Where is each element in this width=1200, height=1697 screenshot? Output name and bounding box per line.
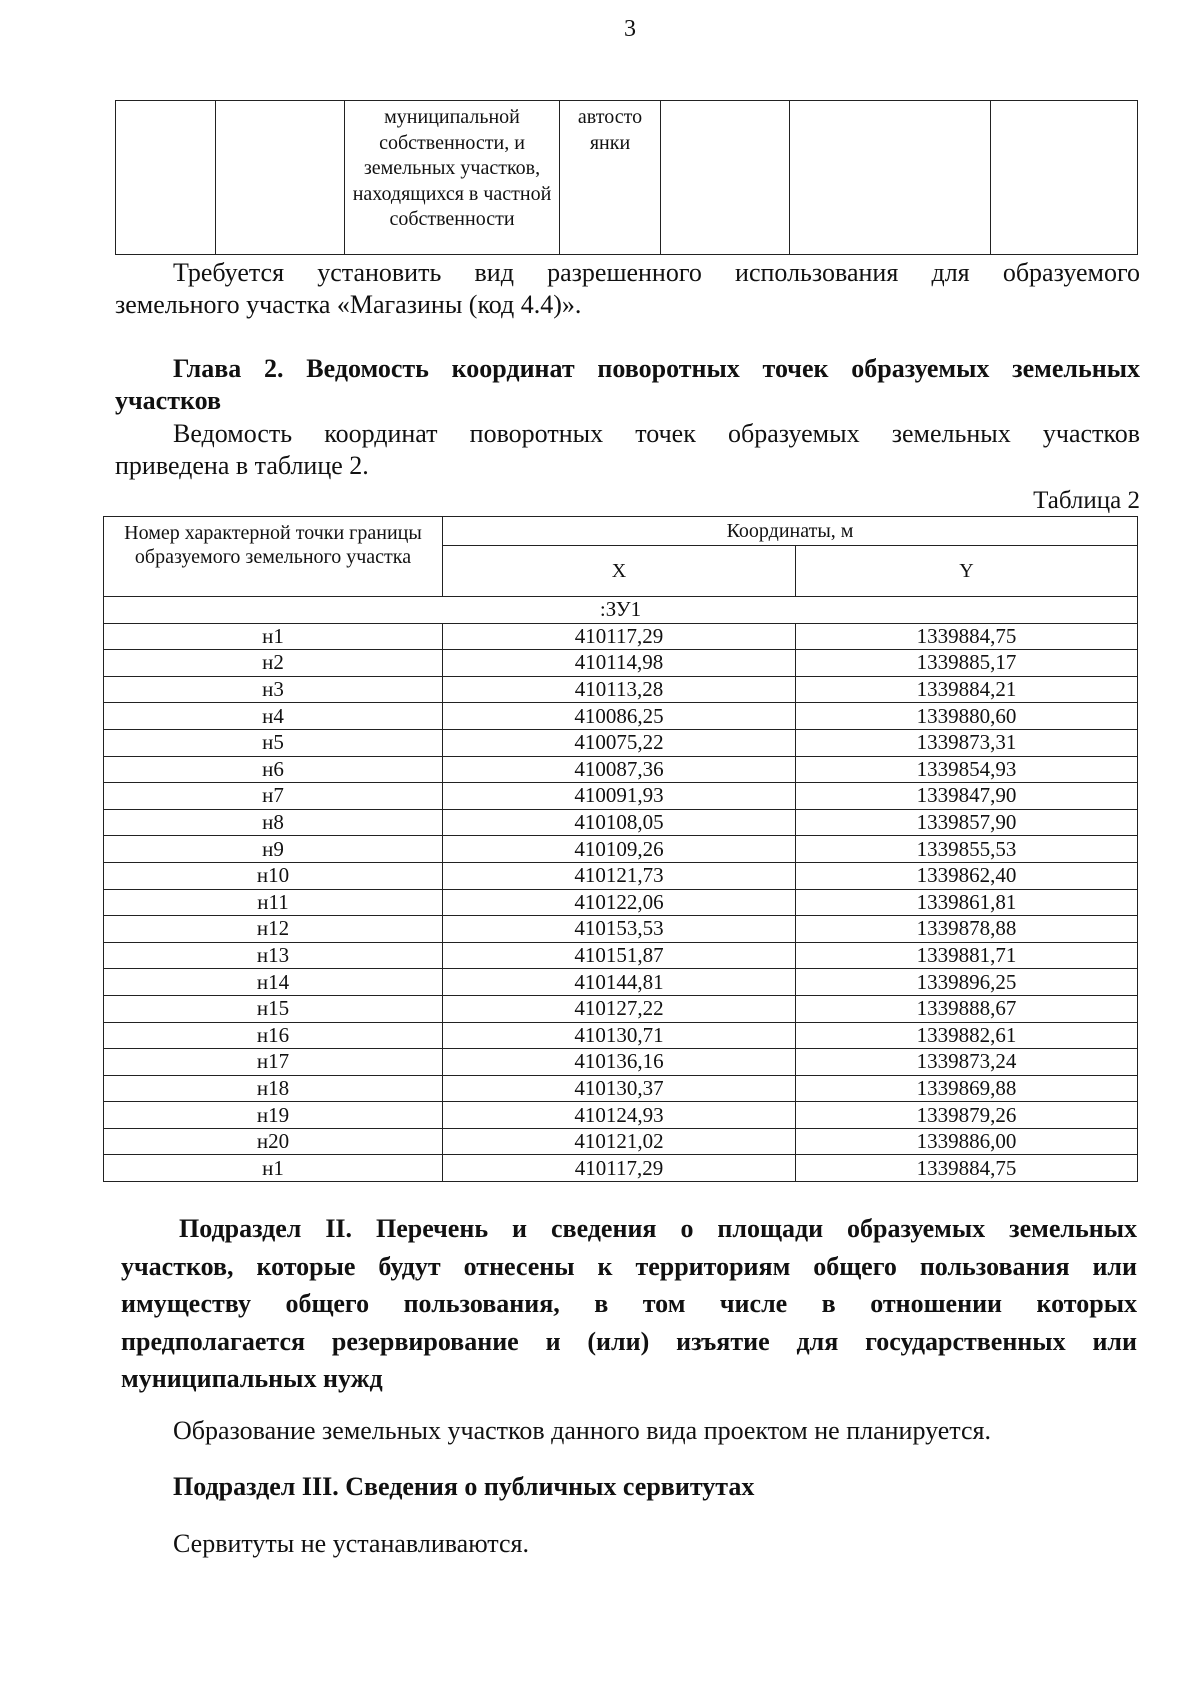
- point-number-cell: н5: [104, 729, 443, 756]
- y-coordinate-cell: 1339878,88: [796, 916, 1138, 943]
- table-row: [104, 916, 1138, 943]
- x-coordinate-cell: 410144,81: [443, 969, 796, 996]
- point-number-cell: н4: [104, 703, 443, 730]
- point-number-cell: н2: [104, 650, 443, 677]
- table-row: [104, 1049, 1138, 1076]
- table-row: [104, 1102, 1138, 1129]
- y-coordinate-cell: 1339884,75: [796, 1155, 1138, 1182]
- y-coordinate-cell: 1339854,93: [796, 756, 1138, 783]
- point-number-cell: н17: [104, 1049, 443, 1076]
- paragraph-coords-intro: [115, 418, 1140, 482]
- x-coordinate-cell: 410136,16: [443, 1049, 796, 1076]
- x-coordinate-cell: 410109,26: [443, 836, 796, 863]
- y-coordinate-cell: 1339880,60: [796, 703, 1138, 730]
- x-coordinate-cell: 410153,53: [443, 916, 796, 943]
- x-coordinate-cell: 410130,71: [443, 1022, 796, 1049]
- heading-line: имуществу общего пользования, в том числе в отношении которых: [121, 1289, 1137, 1318]
- heading-line: Глава 2. Ведомость координат поворотных точек образуемых земельных: [173, 354, 1140, 383]
- heading-line: предполагается резервирование и (или) изъятие для государственных или: [121, 1326, 1137, 1356]
- table-row: [104, 1022, 1138, 1049]
- point-number-cell: н3: [104, 676, 443, 703]
- subsection-2-text: Образование земельных участков данного вида проектом не планируется.: [173, 1416, 991, 1445]
- table-row: [104, 650, 1138, 677]
- x-coordinate-cell: 410127,22: [443, 995, 796, 1022]
- coordinates-table: [103, 516, 1138, 1182]
- y-coordinate-cell: 1339873,24: [796, 1049, 1138, 1076]
- y-coordinate-cell: 1339884,21: [796, 676, 1138, 703]
- x-coordinate-cell: 410117,29: [443, 623, 796, 650]
- table-row: [104, 729, 1138, 756]
- point-number-cell: н10: [104, 862, 443, 889]
- table-row: [104, 783, 1138, 810]
- y-coordinate-cell: 1339882,61: [796, 1022, 1138, 1049]
- y-coordinate-cell: 1339861,81: [796, 889, 1138, 916]
- point-number-cell: н13: [104, 942, 443, 969]
- header-y: Y: [796, 546, 1138, 597]
- table-cell: [661, 101, 790, 255]
- table-row: [104, 942, 1138, 969]
- paragraph-permitted-use: [115, 257, 1140, 321]
- heading-line: муниципальных нужд: [121, 1364, 383, 1393]
- point-number-cell: н20: [104, 1128, 443, 1155]
- y-coordinate-cell: 1339879,26: [796, 1102, 1138, 1129]
- table-row: [104, 969, 1138, 996]
- table-row: [104, 995, 1138, 1022]
- y-coordinate-cell: 1339847,90: [796, 783, 1138, 810]
- x-coordinate-cell: 410151,87: [443, 942, 796, 969]
- point-number-cell: н6: [104, 756, 443, 783]
- heading-line: участков, которые будут отнесены к территориям общего пользования или: [121, 1251, 1137, 1281]
- table-row: [116, 101, 1138, 255]
- table-row: [104, 836, 1138, 863]
- y-coordinate-cell: 1339855,53: [796, 836, 1138, 863]
- point-number-cell: н19: [104, 1102, 443, 1129]
- y-coordinate-cell: 1339884,75: [796, 623, 1138, 650]
- y-coordinate-cell: 1339862,40: [796, 862, 1138, 889]
- table-row: [104, 1075, 1138, 1102]
- continuation-table: [115, 100, 1138, 255]
- point-number-cell: н1: [104, 1155, 443, 1182]
- header-x: X: [443, 546, 796, 597]
- x-coordinate-cell: 410121,73: [443, 862, 796, 889]
- point-number-cell: н15: [104, 995, 443, 1022]
- x-coordinate-cell: 410108,05: [443, 809, 796, 836]
- x-coordinate-cell: 410121,02: [443, 1128, 796, 1155]
- point-number-cell: н11: [104, 889, 443, 916]
- table-cell: [216, 101, 345, 255]
- y-coordinate-cell: 1339869,88: [796, 1075, 1138, 1102]
- table-cell: [991, 101, 1138, 255]
- table-cell: автосто янки: [560, 101, 661, 255]
- section-label: :ЗУ1: [104, 597, 1138, 624]
- x-coordinate-cell: 410114,98: [443, 650, 796, 677]
- x-coordinate-cell: 410113,28: [443, 676, 796, 703]
- x-coordinate-cell: 410122,06: [443, 889, 796, 916]
- y-coordinate-cell: 1339881,71: [796, 942, 1138, 969]
- table-row: [104, 676, 1138, 703]
- x-coordinate-cell: 410130,37: [443, 1075, 796, 1102]
- x-coordinate-cell: 410117,29: [443, 1155, 796, 1182]
- point-number-cell: н18: [104, 1075, 443, 1102]
- heading-line: Подраздел II. Перечень и сведения о площади образуемых земельных: [179, 1214, 1137, 1243]
- y-coordinate-cell: 1339888,67: [796, 995, 1138, 1022]
- point-number-cell: н1: [104, 623, 443, 650]
- heading-line: участков: [115, 386, 222, 415]
- table-row: [104, 809, 1138, 836]
- y-coordinate-cell: 1339857,90: [796, 809, 1138, 836]
- table-row: [104, 889, 1138, 916]
- table-cell: [790, 101, 991, 255]
- point-number-cell: н16: [104, 1022, 443, 1049]
- paragraph-line: Требуется установить вид разрешенного использования для образуемого: [173, 258, 1140, 287]
- y-coordinate-cell: 1339886,00: [796, 1128, 1138, 1155]
- point-number-cell: н8: [104, 809, 443, 836]
- subsection-2-title: [121, 1210, 1137, 1398]
- y-coordinate-cell: 1339873,31: [796, 729, 1138, 756]
- chapter-2-title: [115, 353, 1140, 417]
- table-row: [104, 756, 1138, 783]
- table-row: [104, 623, 1138, 650]
- paragraph-line: приведена в таблице 2.: [115, 451, 369, 480]
- point-number-cell: н9: [104, 836, 443, 863]
- table-row: [104, 1128, 1138, 1155]
- table-cell: муниципальной собственности, и земельных участков, находящихся в частной собственности: [345, 101, 560, 255]
- x-coordinate-cell: 410124,93: [443, 1102, 796, 1129]
- table-row: [104, 1155, 1138, 1182]
- point-number-cell: н12: [104, 916, 443, 943]
- x-coordinate-cell: 410075,22: [443, 729, 796, 756]
- point-number-cell: н7: [104, 783, 443, 810]
- x-coordinate-cell: 410086,25: [443, 703, 796, 730]
- page-number: 3: [624, 16, 636, 42]
- header-point-number: Номер характерной точки границы образуемого земельного участка: [104, 517, 443, 597]
- subsection-3-title: Подраздел III. Сведения о публичных сервитутах: [173, 1472, 755, 1501]
- x-coordinate-cell: 410091,93: [443, 783, 796, 810]
- x-coordinate-cell: 410087,36: [443, 756, 796, 783]
- table-cell: [116, 101, 216, 255]
- y-coordinate-cell: 1339885,17: [796, 650, 1138, 677]
- table-section-row: [104, 597, 1138, 624]
- table-row: [104, 703, 1138, 730]
- subsection-3-text: Сервитуты не устанавливаются.: [173, 1529, 529, 1558]
- table-row: [104, 862, 1138, 889]
- table-header-row: [104, 517, 1138, 546]
- paragraph-line: земельного участка «Магазины (код 4.4)».: [115, 290, 582, 319]
- table-caption: Таблица 2: [1033, 487, 1140, 514]
- paragraph-line: Ведомость координат поворотных точек образуемых земельных участков: [173, 419, 1140, 448]
- header-coordinates: Координаты, м: [443, 517, 1138, 546]
- point-number-cell: н14: [104, 969, 443, 996]
- y-coordinate-cell: 1339896,25: [796, 969, 1138, 996]
